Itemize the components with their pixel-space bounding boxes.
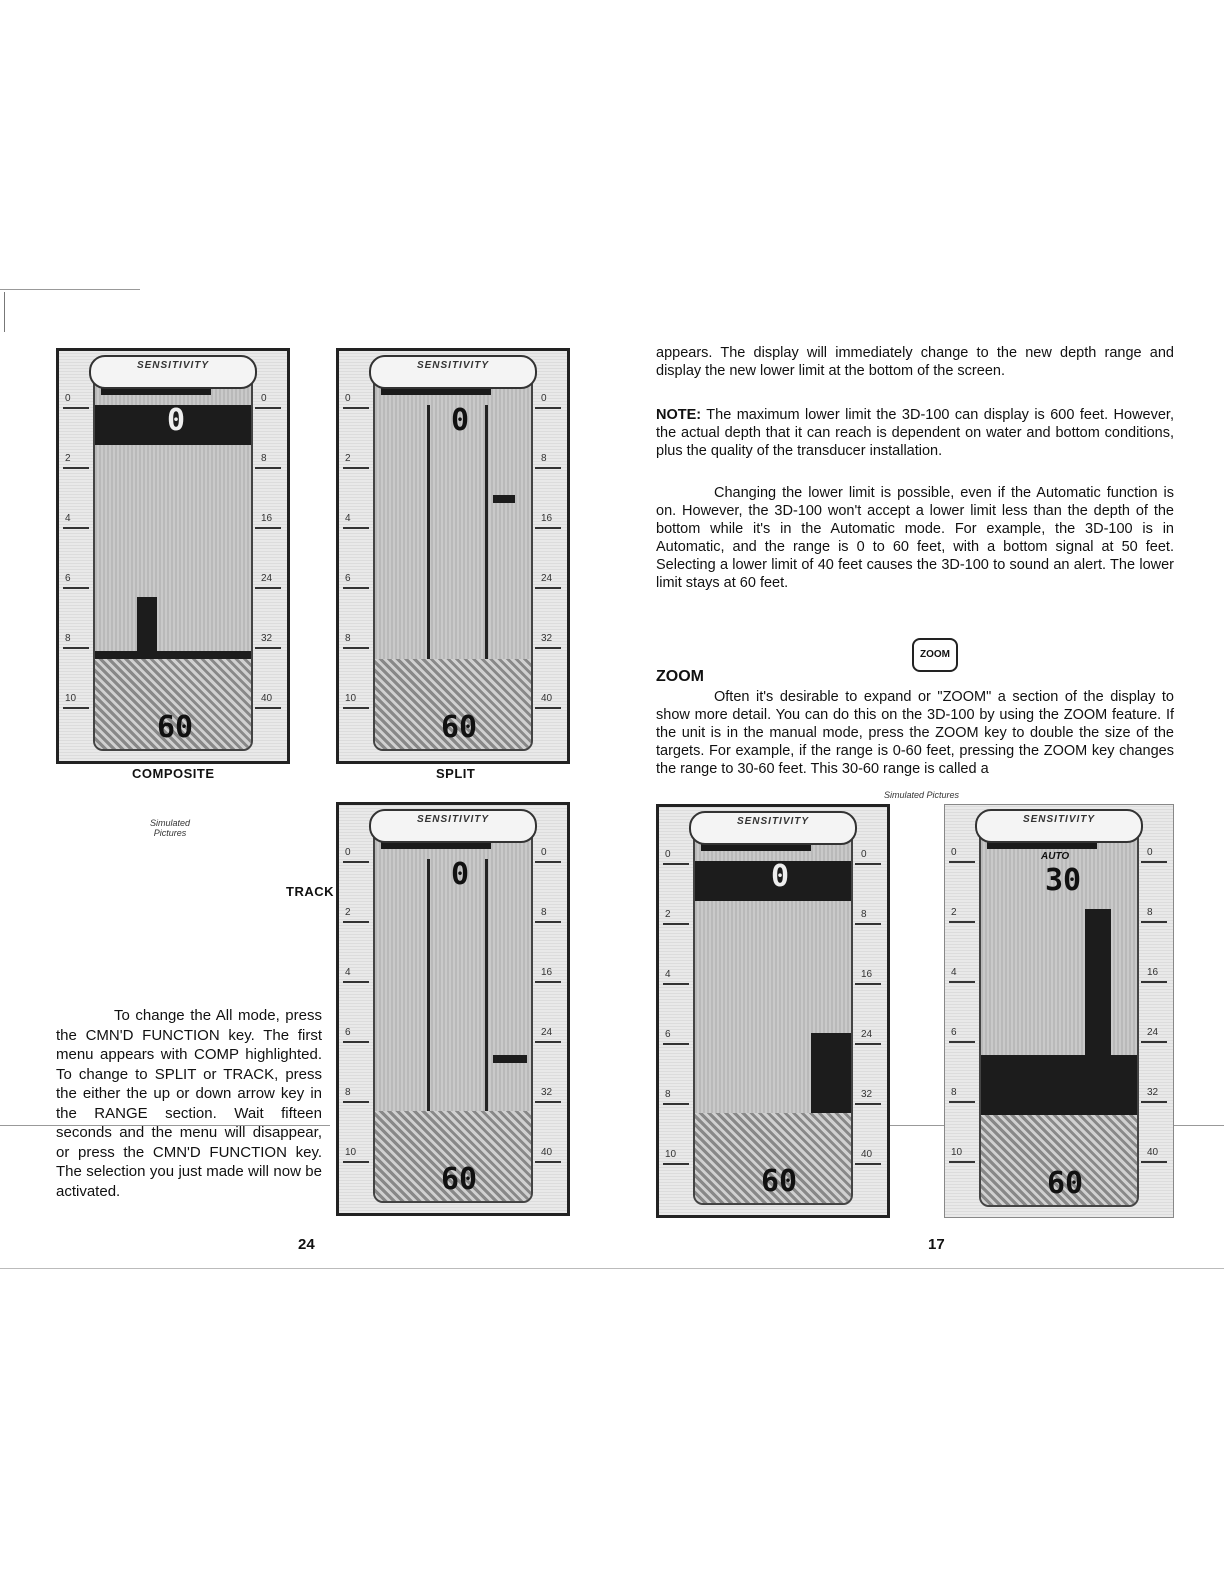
lcd-display [93,373,253,751]
zoom-heading: ZOOM [656,668,704,685]
bottom-contour [981,1055,1137,1115]
left-margin-rule [4,292,5,332]
note-text: The maximum lower limit the 3D-100 can display is 600 feet. However, the actual depth that it can reach is dependent on water and bottom conditions, plus the quality of the transducer installation. [656,407,1174,459]
left-scale: 0 2 4 6 8 10 [63,407,91,741]
fish-arch [137,597,157,659]
bottom-slope [811,1033,851,1113]
note-label: NOTE: [656,407,702,423]
lcd-display [373,373,533,751]
sensitivity-label: SENSITIVITY [369,355,537,389]
right-scale: 0 8 16 24 32 40 [535,407,563,741]
zoom-paragraph: Often it's desirable to expand or "ZOOM" a section of the display to show more detail. You can do this on the 3D-100 by using the ZOOM feature. If the unit is in the manual mode, press the ZOOM key to double the size of the targets. For example, if the range is 0-60 feet, pressing the ZOOM key changes the range to 30-60 feet. This 30-60 range is called a [656,689,1174,777]
track-caption: TRACK [286,884,334,899]
page-number-right: 17 [928,1236,945,1253]
auto-indicator: AUTO [1041,851,1070,862]
right-scale: 0 8 16 24 32 40 [855,863,883,1195]
sensitivity-label: SENSITIVITY [689,811,857,845]
limit-readout: 60 [157,710,194,745]
fish-signal [493,495,515,503]
left-scale: 0 2 4 6 8 10 [343,407,371,741]
depth-readout: 30 [1045,863,1082,898]
left-body-text: To change the All mode, press the CMN'D FUNCTION key. The first menu appears with COMP highlighted. To change to SPLIT or TRACK, press the either the up or down arrow key in the RANGE section. Wait fifteen seconds and the menu will disappear, or press the CMN'D FUNCTION key. The selection you just made will now be activated. [56,1007,322,1200]
composite-caption: COMPOSITE [132,766,215,781]
zoom-before-screen [656,804,890,1218]
right-scale: 0 8 16 24 32 40 [255,407,283,741]
bottom-rule [0,1268,1224,1269]
composite-screen [56,348,290,764]
right-scale: 0 8 16 24 32 40 [535,861,563,1193]
sensitivity-label: SENSITIVITY [975,809,1143,843]
limit-readout: 60 [441,1162,478,1197]
simulated-pictures-label: Simulated Pictures [149,818,191,838]
left-scale: 0 2 4 6 8 10 [663,863,691,1195]
note-paragraph [656,406,1174,460]
right-para-1: appears. The display will immediately change to the new depth range and display the new lower limit at the bottom of the screen. [656,345,1174,379]
split-caption: SPLIT [436,766,476,781]
depth-readout: 0 [771,859,790,894]
top-rule [0,289,140,290]
page-number-left: 24 [298,1236,315,1253]
left-scale: 0 2 4 6 8 10 [343,861,371,1193]
right-para-2: Changing the lower limit is possible, even if the Automatic function is on. However, the 3D-100 won't accept a lower limit less than the depth of the bottom while it's in the Automatic mode. For example, the 3D-100 is in Automatic, and the range is 0 to 60 feet, with a bottom signal at 50 feet. Selecting a lower limit of 40 feet causes the 3D-100 to sound an alert. The lower limit stays at 60 feet. [656,485,1174,591]
zoom-after-screen [944,804,1174,1218]
simulated-pictures-label-right: Simulated Pictures [884,790,960,800]
limit-readout: 60 [441,710,478,745]
limit-readout: 60 [1047,1166,1084,1201]
depth-readout: 0 [451,403,470,438]
right-scale: 0 8 16 24 32 40 [1141,861,1169,1197]
fish-signal [493,1055,527,1063]
left-scale: 0 2 4 6 8 10 [949,861,977,1197]
depth-readout: 0 [167,403,186,438]
lcd-display [373,827,533,1203]
sensitivity-label: SENSITIVITY [89,355,257,389]
track-screen [336,802,570,1216]
lcd-display [693,829,853,1205]
lcd-display [979,827,1139,1207]
bottom-line [95,651,251,659]
depth-readout: 0 [451,857,470,892]
zoom-key-icon: ZOOM [912,638,958,672]
split-screen [336,348,570,764]
sensitivity-label: SENSITIVITY [369,809,537,843]
limit-readout: 60 [761,1164,798,1199]
